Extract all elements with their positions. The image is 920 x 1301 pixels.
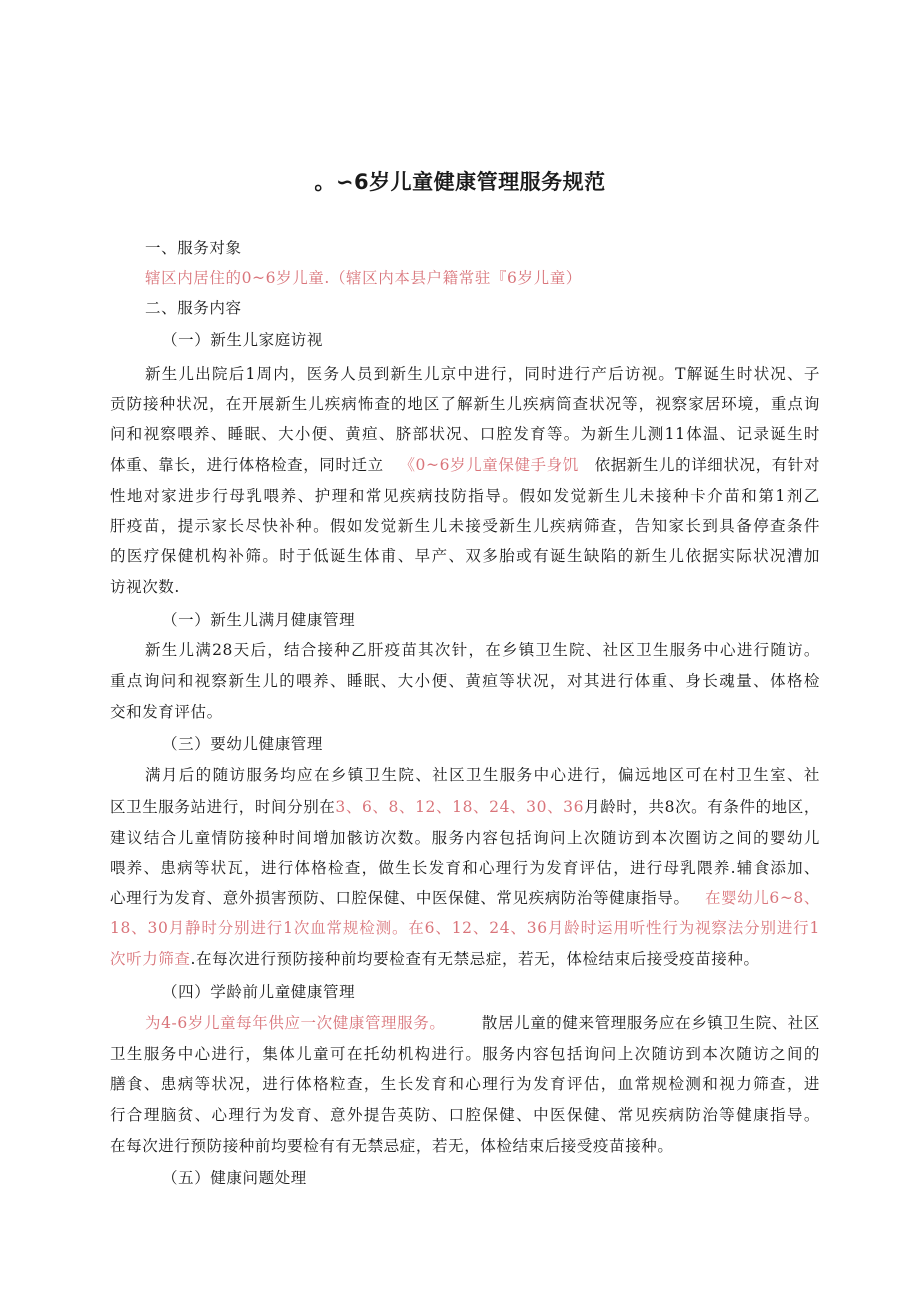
section-heading-service-target: 一、服务对象 <box>145 239 242 257</box>
paragraph-line: 访视次数. <box>110 578 180 596</box>
subheading-infant-health: （三）要幼儿健康管理 <box>162 735 324 753</box>
paragraph-line: 贡防接种状况，在开展新生儿疾病怖查的地区了解新生儿疾病筒查状况等，视察家居环境，重点询 <box>110 395 820 413</box>
text-segment: 依据新生儿的详细状况，有针对 <box>594 456 820 474</box>
subheading-health-problem: （五）健康问题处理 <box>162 1169 307 1187</box>
paragraph-line: 肝疫苗，提示家长尽快补种。假如发觉新生儿未接受新生儿疾病筛查，告知家长到具备停查条件 <box>110 517 820 535</box>
subheading-newborn-monthly: （一）新生儿满月健康管理 <box>162 611 356 629</box>
service-target-text: 辖区内居住的0~6岁儿童.（辖区内本县户籍常驻『6岁儿童） <box>145 269 582 287</box>
text-segment: 心理行为发育、意外损害预防、口腔保健、中医保健、常见疾病防治等健康指导。 <box>110 889 690 907</box>
paragraph-line <box>110 888 820 908</box>
paragraph-line: 膳食、患病等状况，进行体格粒查，生长发育和心理行为发育评估，血常规检测和视力筛查，进 <box>110 1075 820 1093</box>
paragraph-line: 新生儿满28天后，结合接种乙肝疫苗其次针，在乡镇卫生院、社区卫生服务中心进行随访。 <box>145 641 820 659</box>
paragraph-line <box>110 797 820 817</box>
page-title: 。∽6岁儿童健康管理服务规范 <box>314 170 606 194</box>
paragraph-line: 的医疗保健机构补筛。时于低诞生体甫、早产、双多胎或有诞生缺陷的新生儿依据实际状况漕加 <box>110 547 820 565</box>
paragraph-line: 问和视察喂养、睡眠、大小便、黄疸、脐部状况、口腔发育等。为新生儿测11体温、记录诞生时 <box>110 425 820 443</box>
paragraph-line: 性地对家进步行母乳喂养、护理和常见疾病技防指导。假如发觉新生儿未接种卡介苗和第1剂乙 <box>110 487 820 505</box>
paragraph-line: 建议结合儿童情防接种时间增加骸访次数。服务内容包括询问上次随访到本次圈访之间的婴幼儿 <box>110 829 820 847</box>
highlight-text: 为4-6岁儿童每年供应一次健康管理服务。 <box>145 1014 446 1032</box>
paragraph-line: 重点询问和视察新生儿的喂养、睡眠、大小便、黄疸等状况，对其进行体重、身长魂量、体格检 <box>110 672 820 690</box>
highlight-text: 次听力筛查 <box>110 950 191 968</box>
paragraph-line: 行合理脑贫、心理行为发育、意外提告英防、口腔保健、中医保健、常见疾病防治等健康指导。 <box>110 1106 820 1124</box>
paragraph-line: 在每次进行预防接种前均要检有有无禁忌症，若无，体检结束后接受疫苗接种。 <box>110 1137 674 1155</box>
paragraph-line: 满月后的随访服务均应在乡镇卫生院、社区卫生服务中心进行，偏远地区可在村卫生室、社 <box>145 766 820 784</box>
text-segment: .在每次进行预防接种前均要检查有无禁忌症，若无，体检结束后接受疫苗接种。 <box>190 950 760 968</box>
subheading-preschool-health: （四）学龄前儿童健康管理 <box>162 983 356 1001</box>
paragraph-line: 喂养、患病等状瓦，进行体格检查，做生长发育和心理行为发育评估，进行母乳隈养.辅食添加、 <box>110 859 820 877</box>
text-segment: 区卫生服务站进行，时间分别在 <box>110 798 336 816</box>
subheading-newborn-home-visit: （一）新生儿家庭访视 <box>162 331 324 349</box>
paragraph-line <box>145 1013 820 1033</box>
paragraph-line: 新生儿出院后1周内，医务人员到新生儿京中进行，同时进行产后访视。T解诞生时状况、子 <box>145 365 820 383</box>
paragraph-line <box>110 949 760 969</box>
paragraph-line: 18、30月静时分别进行1次血常规检测。在6、12、24、36月龄时运用听性行为视察法分别进行1 <box>110 919 820 937</box>
paragraph-line: 卫生服务中心进行，集体儿童可在托幼机构进行。服务内容包括询问上次随访到本次随访之间的 <box>110 1045 820 1063</box>
paragraph-line <box>110 455 820 475</box>
section-heading-service-content: 二、服务内容 <box>145 299 242 317</box>
text-segment: 散居儿童的健来管理服务应在乡镇卫生院、社区 <box>481 1014 820 1032</box>
highlight-text: 《0~6岁儿童保健手身饥 <box>399 456 579 474</box>
highlight-text: 3、6、8、12、18、24、30、36 <box>335 798 585 816</box>
text-segment: 体重、靠长，进行体格检查，同时迁立 <box>110 456 384 474</box>
highlight-text: 在婴幼儿6~8、 <box>704 889 820 907</box>
paragraph-line: 交和发育评估。 <box>110 703 223 721</box>
text-segment: 月龄时，共8次。有条件的地区， <box>584 798 820 816</box>
